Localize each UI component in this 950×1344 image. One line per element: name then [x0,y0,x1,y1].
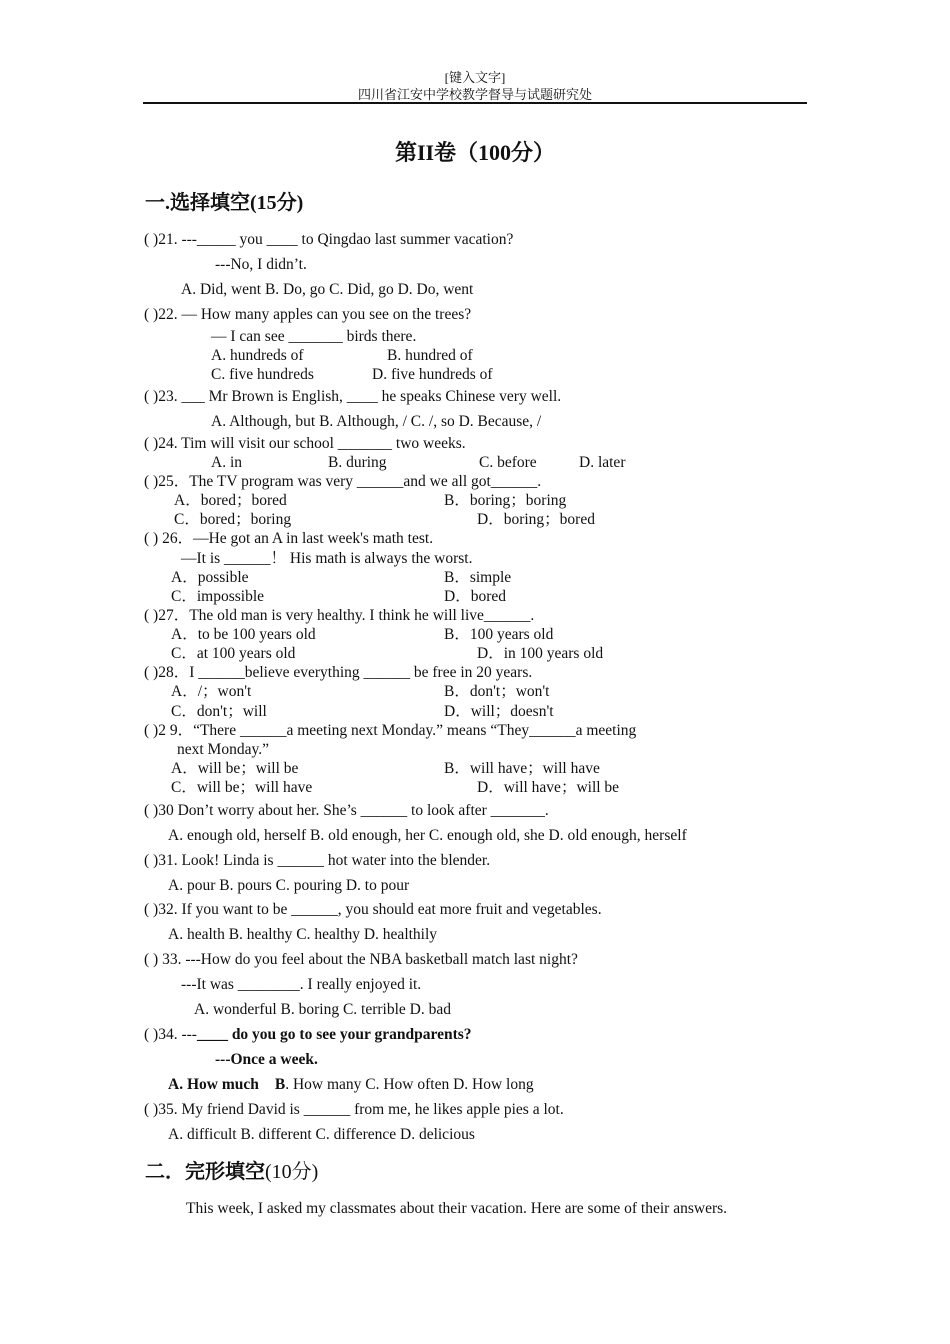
question-30-options: A. enough old, herself B. old enough, her C. enough old, she D. old enough, herself [168,827,687,844]
question-23-options: A. Although, but B. Although, / C. /, so D. Because, / [211,413,542,430]
question-22-option-b: B. hundred of [387,347,473,364]
question-30: ( )30 Don’t worry about her. She’s ______ to look after _______. [144,802,549,819]
question-25-option-b: B．boring；boring [444,492,567,509]
question-26-answer: —It is ______！ His math is always the worst. [181,550,473,567]
question-26-option-c: C．impossible [171,588,265,605]
question-28-option-d: D．will；doesn't [444,703,554,720]
question-33-answer: ---It was ________. I really enjoyed it. [181,976,422,993]
question-34-prefix: ( )34. --- [144,1026,197,1043]
question-26-option-a: A．possible [171,569,249,586]
question-22-option-d: D. five hundreds of [372,366,493,383]
question-23: ( )23. ___ Mr Brown is English, ____ he speaks Chinese very well. [144,388,562,405]
question-22-option-a: A. hundreds of [211,347,304,364]
question-27-option-b: B．100 years old [444,626,554,643]
question-29-option-a: A．will be；will be [171,760,299,777]
question-28-option-a: A．/；won't [171,683,252,700]
question-25-option-c: C．bored；boring [174,511,292,528]
question-26-option-b: B．simple [444,569,512,586]
question-24: ( )24. Tim will visit our school _______ two weeks. [144,435,466,452]
question-32: ( )32. If you want to be ______, you should eat more fruit and vegetables. [144,901,602,918]
section-heading-2 [145,1160,318,1184]
question-28-option-c: C．don't；will [171,703,267,720]
question-24-option-c: C. before [479,454,537,471]
question-24-option-d: D. later [579,454,626,471]
question-21-options: A. Did, went B. Do, go C. Did, go D. Do, went [181,281,474,298]
question-31: ( )31. Look! Linda is ______ hot water into the blender. [144,852,491,869]
question-33: ( ) 33. ---How do you feel about the NBA basketball match last night? [144,951,578,968]
question-25: ( )25．The TV program was very ______and we all got______. [144,473,542,490]
question-22: ( )22. — How many apples can you see on the trees? [144,306,472,323]
question-31-options: A. pour B. pours C. pouring D. to pour [168,877,410,894]
question-34-option-b-letter: B [274,1076,286,1093]
question-27-option-a: A．to be 100 years old [171,626,316,643]
section-2-points: (10分) [265,1161,319,1183]
question-34 [144,1026,472,1044]
question-26-option-d: D．bored [444,588,506,605]
question-25-option-d: D．boring；bored [477,511,595,528]
section-2-title: 二．完形填空 [145,1161,265,1183]
question-27-option-d: D．in 100 years old [477,645,604,662]
page-title: 第II卷（100分） [394,140,556,165]
question-34-option-a: A. How much [168,1076,259,1093]
question-21-answer: ---No, I didn’t. [215,256,307,273]
question-34-options-rest: . How many C. How often D. How long [285,1076,534,1093]
question-32-options: A. health B. healthy C. healthy D. healthily [168,926,438,943]
question-28-option-b: B．don't；won't [444,683,550,700]
question-34-answer: ---Once a week. [215,1051,318,1068]
section-heading-1: 一.选择填空(15分) [145,192,304,214]
question-29-continued: next Monday.” [177,741,269,758]
question-27: ( )27．The old man is very healthy. I think he will live______. [144,607,535,624]
question-25-option-a: A．bored；bored [174,492,287,509]
header-institution: 四川省江安中学校教学督导与试题研究处 [357,87,592,102]
question-29-option-d: D．will have；will be [477,779,620,796]
question-24-option-b: B. during [328,454,387,471]
question-22-option-c: C. five hundreds [211,366,314,383]
question-28: ( )28．I ______believe everything ______ be free in 20 years. [144,664,533,681]
question-27-option-c: C．at 100 years old [171,645,296,662]
cloze-intro-paragraph: This week, I asked my classmates about their vacation. Here are some of their answers. [186,1200,728,1217]
header-rule [143,102,807,104]
question-35-options: A. difficult B. different C. difference D. delicious [168,1126,475,1143]
question-24-option-a: A. in [211,454,242,471]
question-26: ( ) 26．—He got an A in last week's math test. [144,530,434,547]
header-placeholder: [键入文字] [444,70,506,85]
question-29: ( )2 9．“There ______a meeting next Monday.” means “They______a meeting [144,722,637,739]
question-35: ( )35. My friend David is ______ from me, he likes apple pies a lot. [144,1101,564,1118]
question-34-options [168,1076,534,1094]
question-22-answer: — I can see _______ birds there. [211,328,417,345]
question-29-option-b: B．will have；will have [444,760,600,777]
question-33-options: A. wonderful B. boring C. terrible D. bad [194,1001,451,1018]
question-29-option-c: C．will be；will have [171,779,313,796]
question-21: ( )21. ---_____ you ____ to Qingdao last summer vacation? [144,231,514,248]
question-34-text: ____ do you go to see your grandparents? [196,1026,472,1043]
